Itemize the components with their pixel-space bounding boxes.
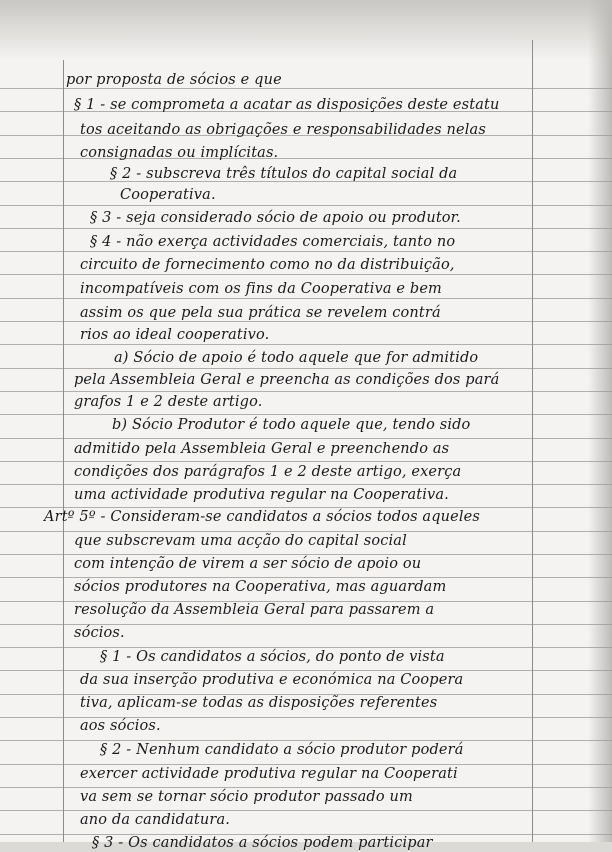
ruled-line	[0, 205, 612, 206]
right-margin-line	[532, 40, 533, 842]
ruled-line	[0, 484, 612, 485]
text-line: pela Assembleia Geral e preencha as condições dos pará	[74, 372, 500, 388]
page-right-shadow	[588, 0, 612, 842]
text-line: exercer actividade produtiva regular na Cooperati	[80, 766, 458, 782]
text-line: consignadas ou implícitas.	[80, 145, 279, 161]
text-line: § 3 - Os candidatos a sócios podem participar	[92, 835, 433, 851]
text-line: resolução da Assembleia Geral para passarem a	[74, 602, 435, 618]
text-line: circuito de fornecimento como no da distribuição,	[80, 257, 455, 273]
text-line: § 2 - Nenhum candidato a sócio produtor poderá	[100, 742, 464, 758]
text-line: aos sócios.	[80, 718, 161, 734]
text-line: Artº 5º - Consideram-se candidatos a sócios todos aqueles	[44, 509, 480, 525]
ruled-line	[0, 368, 612, 369]
text-line: Cooperativa.	[120, 187, 216, 203]
text-line: da sua inserção produtiva e económica na Coopera	[80, 672, 464, 688]
text-line: va sem se tornar sócio produtor passado um	[80, 789, 413, 805]
text-line: com intenção de virem a ser sócio de apoio ou	[74, 556, 422, 572]
ruled-line	[0, 298, 612, 299]
text-line: sócios.	[74, 625, 125, 641]
ruled-line	[0, 251, 612, 252]
ruled-line	[0, 274, 612, 275]
text-line: § 1 - Os candidatos a sócios, do ponto de vista	[100, 649, 445, 665]
text-line: a) Sócio de apoio é todo aquele que for admitido	[114, 350, 479, 366]
ruled-line	[0, 391, 612, 392]
text-line: grafos 1 e 2 deste artigo.	[74, 394, 263, 410]
ruled-line	[0, 228, 612, 229]
text-line: tiva, aplicam-se todas as disposições referentes	[80, 695, 438, 711]
text-line: condições dos parágrafos 1 e 2 deste artigo, exerça	[74, 464, 462, 480]
page-top-shadow	[0, 0, 612, 60]
text-line: b) Sócio Produtor é todo aquele que, tendo sido	[112, 417, 471, 433]
text-line: uma actividade produtiva regular na Cooperativa.	[74, 487, 449, 503]
ruled-line	[0, 438, 612, 439]
text-line: § 2 - subscreva três títulos do capital social da	[110, 166, 458, 182]
text-line: incompatíveis com os fins da Cooperativa e bem	[80, 281, 442, 297]
left-margin-line	[63, 60, 64, 842]
text-line: sócios produtores na Cooperativa, mas aguardam	[74, 579, 447, 595]
text-line: tos aceitando as obrigações e responsabilidades nelas	[80, 122, 486, 138]
text-line: assim os que pela sua prática se revelem contrá	[80, 305, 441, 321]
ruled-line	[0, 461, 612, 462]
text-line: ano da candidatura.	[80, 812, 231, 828]
text-line: admitido pela Assembleia Geral e preenchendo as	[74, 441, 450, 457]
text-line: que subscrevam uma acção do capital social	[74, 533, 407, 549]
text-line: rios ao ideal cooperativo.	[80, 327, 270, 343]
text-line: § 1 - se comprometa a acatar as disposições deste estatu	[74, 97, 500, 113]
text-line: § 4 - não exerça actividades comerciais, tanto no	[90, 234, 456, 250]
ruled-line	[0, 344, 612, 345]
text-line: § 3 - seja considerado sócio de apoio ou produtor.	[90, 210, 461, 226]
text-line: por proposta de sócios e que	[66, 72, 282, 88]
ruled-line	[0, 414, 612, 415]
